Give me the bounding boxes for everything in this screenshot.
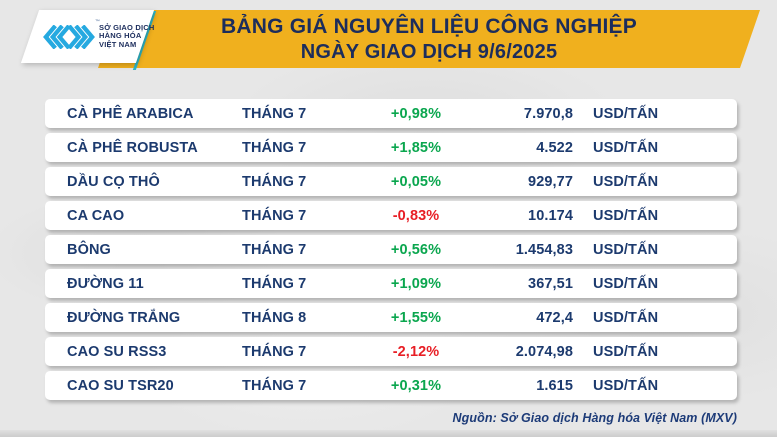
price-unit: USD/TẤN	[593, 105, 659, 122]
commodity-name: ĐƯỜNG 11	[67, 275, 144, 292]
mxv-logo	[21, 10, 154, 63]
commodity-name: CAO SU TSR20	[67, 377, 174, 394]
board-title-line1: BẢNG GIÁ NGUYÊN LIỆU CÔNG NGHIỆP	[221, 15, 637, 38]
mxv-chevron-icon: ™	[43, 25, 95, 49]
commodity-name: DẦU CỌ THÔ	[67, 173, 160, 190]
commodity-name: CÀ PHÊ ROBUSTA	[67, 139, 198, 156]
table-row	[45, 269, 737, 298]
price-value: 1.454,83	[515, 241, 573, 258]
price-value: 1.615	[536, 377, 573, 394]
change-percent: +0,98%	[390, 105, 442, 122]
price-value: 367,51	[528, 275, 573, 292]
change-percent: -0,83%	[392, 207, 440, 224]
table-row	[45, 167, 737, 196]
mxv-logo-text-line1: SỞ GIAO DỊCH	[99, 22, 155, 32]
price-value: 10.174	[528, 207, 573, 224]
price-table	[45, 99, 737, 400]
table-row	[45, 337, 737, 366]
contract-month: THÁNG 7	[242, 173, 307, 190]
commodity-name: ĐƯỜNG TRẮNG	[67, 309, 181, 326]
price-value: 2.074,98	[515, 343, 573, 360]
price-unit: USD/TẤN	[593, 377, 659, 394]
price-value: 929,77	[528, 173, 573, 190]
commodity-name: BÔNG	[67, 241, 111, 258]
commodity-name: CAO SU RSS3	[67, 343, 167, 360]
price-unit: USD/TẤN	[593, 241, 659, 258]
price-value: 7.970,8	[523, 105, 573, 122]
contract-month: THÁNG 7	[242, 105, 307, 122]
change-percent: +0,56%	[390, 241, 442, 258]
contract-month: THÁNG 7	[242, 139, 307, 156]
contract-month: THÁNG 8	[242, 309, 307, 326]
change-percent: +0,05%	[390, 173, 442, 190]
table-row	[45, 303, 737, 332]
mxv-logo-text-line3: VIỆT NAM	[99, 39, 137, 49]
board-title-line2: NGÀY GIAO DỊCH 9/6/2025	[300, 41, 558, 63]
commodity-name: CA CAO	[67, 207, 125, 224]
price-value: 4.522	[536, 139, 573, 156]
contract-month: THÁNG 7	[242, 343, 307, 360]
mxv-logo-text-line2: HÀNG HÓA	[99, 31, 142, 41]
table-row	[45, 371, 737, 400]
contract-month: THÁNG 7	[242, 241, 307, 258]
change-percent: +1,09%	[390, 275, 442, 292]
table-row	[45, 133, 737, 162]
price-unit: USD/TẤN	[593, 207, 659, 224]
contract-month: THÁNG 7	[242, 207, 307, 224]
table-row	[45, 235, 737, 264]
contract-month: THÁNG 7	[242, 275, 307, 292]
contract-month: THÁNG 7	[242, 377, 307, 394]
change-percent: +0,31%	[390, 377, 442, 394]
price-unit: USD/TẤN	[593, 275, 659, 292]
table-row	[45, 99, 737, 128]
price-unit: USD/TẤN	[593, 173, 659, 190]
commodity-name: CÀ PHÊ ARABICA	[67, 105, 194, 122]
change-percent: +1,55%	[390, 309, 442, 326]
table-row	[45, 201, 737, 230]
title-banner	[98, 10, 760, 68]
mxv-logo-text	[99, 24, 154, 49]
price-value: 472,4	[536, 309, 573, 326]
source-note: Nguồn: Sở Giao dịch Hàng hóa Việt Nam (MXV)	[452, 411, 737, 425]
change-percent: +1,85%	[390, 139, 442, 156]
change-percent: -2,12%	[392, 343, 440, 360]
price-unit: USD/TẤN	[593, 309, 659, 326]
price-unit: USD/TẤN	[593, 343, 659, 360]
price-unit: USD/TẤN	[593, 139, 659, 156]
